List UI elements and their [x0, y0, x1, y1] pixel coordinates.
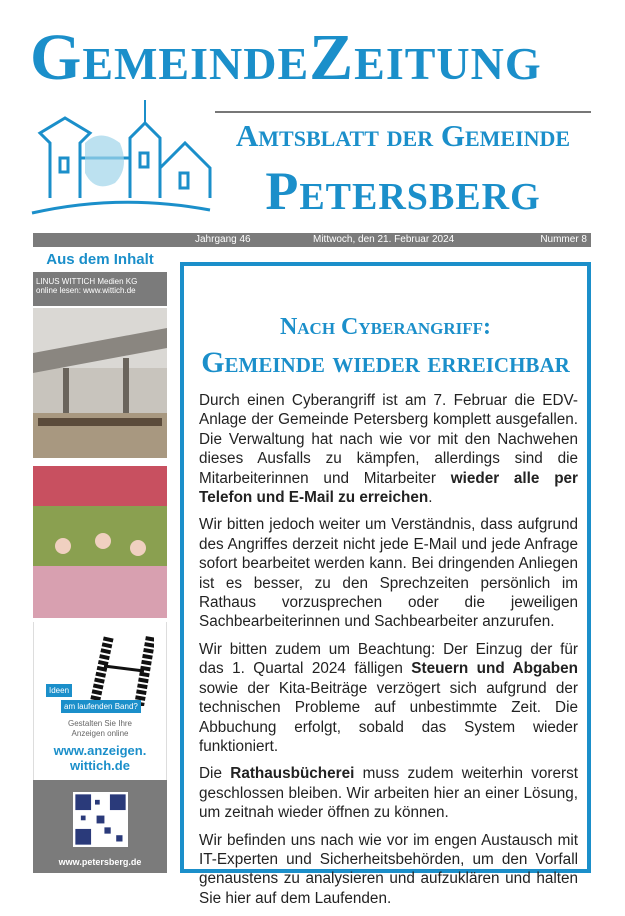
church-logo-icon [30, 98, 215, 218]
town-name: Petersberg [265, 161, 541, 221]
text: muss zudem weiterhin vorerst geschlossen bleiben. Wir arbeiten hier an einer Lösung, um zeitnah wieder öffnen zu können. [199, 765, 579, 822]
publisher: LINUS WITTICH Medien KG [36, 277, 138, 286]
website-link[interactable]: www.petersberg.de [58, 857, 142, 867]
ad-tag-band: am laufenden Band? [61, 700, 141, 713]
headline-line-2: Gemeinde wieder erreichbar [201, 346, 570, 379]
ad-url-1[interactable]: www.anzeigen. [53, 743, 147, 758]
article-box [180, 262, 591, 907]
qr-code-icon[interactable] [73, 792, 128, 847]
volume: Jahrgang 46 [195, 234, 251, 245]
issue-date: Mittwoch, den 21. Februar 2024 [313, 234, 455, 245]
text: Die [199, 765, 231, 783]
contents-heading: Aus dem Inhalt [46, 251, 154, 268]
newspaper-title: GemeindeZeitung [30, 21, 542, 94]
headline-line-1: Nach Cyberangriff: [279, 314, 492, 340]
issue-bar [33, 233, 591, 247]
text: . [428, 489, 433, 507]
paragraph-4 [199, 764, 578, 822]
ad-url-2[interactable]: wittich.de [70, 758, 130, 773]
publisher-box [33, 272, 167, 306]
carnival-photo[interactable] [33, 466, 167, 618]
paragraph-1 [199, 391, 578, 507]
bold-text: Rathausbücherei [230, 765, 355, 783]
online-link[interactable]: online lesen: www.wittich.de [36, 286, 136, 295]
bold-text: Steuern und Abgaben [411, 660, 578, 678]
text: Wir bitten zudem um Beachtung: Der Einzug der für das 1. Quartal 2024 fälligen [199, 640, 578, 678]
ad-box[interactable] [33, 622, 167, 780]
text: Durch einen Cyberangriff ist am 7. Februar die EDV-Anlage der Gemeinde Petersberg komplett ausgefallen. Die Verwaltung hat nach wie vor mit den Nachwehen dieses Ausfalls zu kämpfen, allerdings sind die Mitarbeiterinnen und Mitarbeiter [199, 392, 578, 487]
paragraph-3 [199, 640, 578, 756]
film-strip-icon [79, 636, 154, 706]
paragraph-5: Wir befinden uns nach wie vor im engen Austausch mit IT-Experten und Sicherheitsbehörden, um den Vorfall genaustens zu analysieren und aufzuklären und halten Sie hier auf dem Laufenden. [199, 831, 578, 907]
header-rule [215, 111, 591, 113]
ad-tag-ideas: Ideen [46, 684, 72, 697]
ad-text-2: Anzeigen online [71, 729, 129, 738]
paragraph-2: Wir bitten jedoch weiter um Verständnis, dass aufgrund des Angriffes derzeit nicht jede E-Mail und jede Anfrage sofort bearbeitet werden kann. Bei dringenden Anliegen ist es besser, zu den Sprechzeiten persönlich im Rathaus vorzusprechen oder die jeweiligen Sachbearbeiterinnen und Sachbearbeiter anzurufen. [199, 516, 578, 631]
issue-number: Nummer 8 [540, 234, 587, 245]
bold-text: wieder alle per Telefon und E-Mail zu erreichen [199, 469, 578, 507]
ad-text-1: Gestalten Sie Ihre [67, 719, 133, 728]
qr-box [33, 780, 167, 873]
subtitle: Amtsblatt der Gemeinde [235, 118, 571, 153]
article-body [199, 391, 578, 916]
text: sowie der Kita-Beiträge verzögert sich aufgrund der technischen Probleme auf unbestimmte Zeit. Die Abbuchung erfolgt, sobald das System wieder funktioniert. [199, 679, 578, 755]
bridge-photo[interactable] [33, 308, 167, 458]
